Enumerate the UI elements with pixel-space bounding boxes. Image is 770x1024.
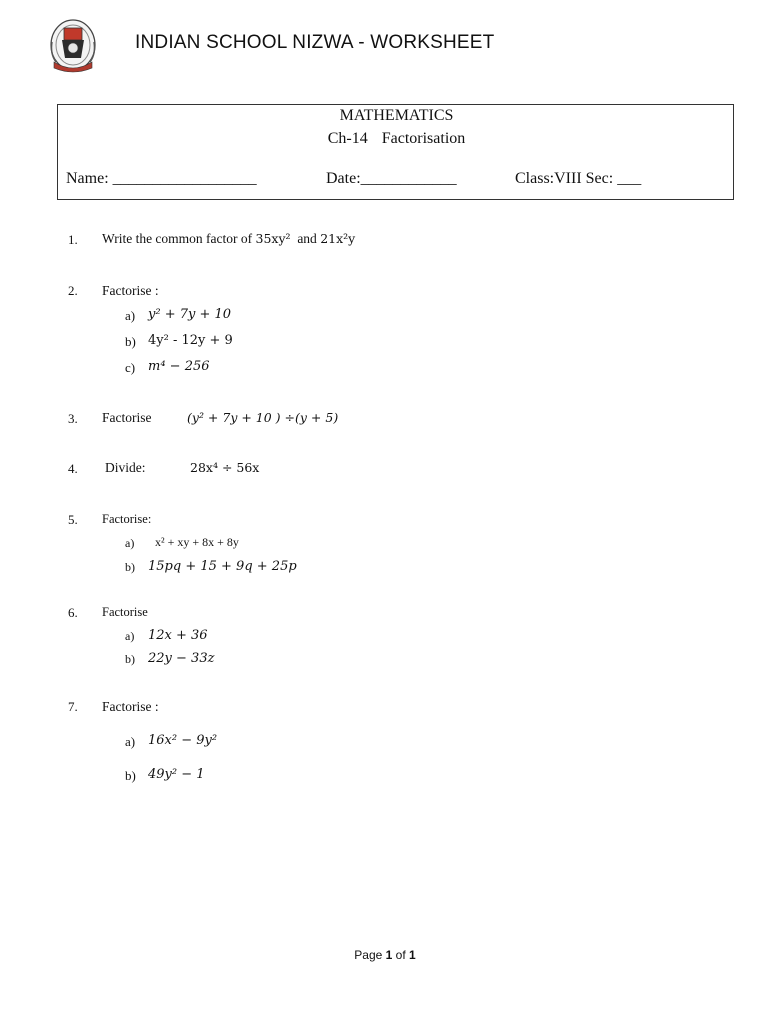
math-expression: 35xy² xyxy=(255,231,291,246)
math-expression: 16x² − 9y² xyxy=(148,733,218,748)
math-expression: 15pq + 15 + 9q + 25p xyxy=(148,559,297,574)
math-expression: (y² + 7y + 10 ) ÷(y + 5) xyxy=(187,410,339,425)
date-field[interactable]: Date:____________ xyxy=(326,170,457,187)
option-label: b) xyxy=(125,334,136,349)
school-logo xyxy=(48,18,98,74)
option-label: a) xyxy=(125,536,135,550)
page-footer xyxy=(0,948,770,962)
question-number: 3. xyxy=(68,411,78,426)
question-text: Factorise xyxy=(102,605,148,619)
question-text xyxy=(102,231,355,247)
math-expression: 21x²y xyxy=(320,231,356,246)
question-number: 6. xyxy=(68,605,78,620)
class-field[interactable]: Class:VIII Sec: ___ xyxy=(515,170,642,187)
option-label: c) xyxy=(125,360,136,375)
math-expression: x² + xy + 8x + 8y xyxy=(155,535,239,549)
question-number: 4. xyxy=(68,461,78,476)
question-text: Factorise: xyxy=(102,512,152,526)
subject-title: MATHEMATICS xyxy=(339,107,454,124)
option-label: a) xyxy=(125,629,135,643)
question-number: 2. xyxy=(68,283,78,298)
question-number: 7. xyxy=(68,699,78,714)
info-box xyxy=(57,104,734,200)
page-of: of xyxy=(395,948,406,962)
question-text: Factorise : xyxy=(102,283,159,298)
math-expression: y² + 7y + 10 xyxy=(148,307,232,322)
question-prompt: Write the common factor of xyxy=(102,231,256,246)
chapter-title xyxy=(58,130,735,148)
math-expression: 49y² − 1 xyxy=(148,767,205,782)
question-number: 1. xyxy=(68,232,78,247)
math-expression: 28x⁴ ÷ 56x xyxy=(190,460,260,475)
math-expression: 22y − 33z xyxy=(148,651,215,666)
chapter-name: Factorisation xyxy=(381,130,466,147)
option-label: a) xyxy=(125,734,136,749)
question-join: and xyxy=(297,231,317,246)
question-text: Factorise : xyxy=(102,699,159,714)
page-current: 1 xyxy=(385,948,393,962)
math-expression: 12x + 36 xyxy=(148,628,208,643)
option-label: b) xyxy=(125,560,135,574)
option-label: b) xyxy=(125,768,136,783)
school-title: INDIAN SCHOOL NIZWA - WORKSHEET xyxy=(135,32,495,53)
chapter-number: Ch-14 xyxy=(327,130,368,147)
question-text: Factorise xyxy=(102,410,152,425)
option-label: b) xyxy=(125,652,135,666)
math-expression: 4y² - 12y + 9 xyxy=(148,333,233,348)
page-total: 1 xyxy=(409,948,416,962)
page-prefix: Page xyxy=(354,948,383,962)
math-expression: m⁴ − 256 xyxy=(148,359,210,374)
question-number: 5. xyxy=(68,512,78,527)
option-label: a) xyxy=(125,308,136,323)
question-text: Divide: xyxy=(105,460,146,475)
name-field[interactable]: Name: __________________ xyxy=(66,170,257,187)
